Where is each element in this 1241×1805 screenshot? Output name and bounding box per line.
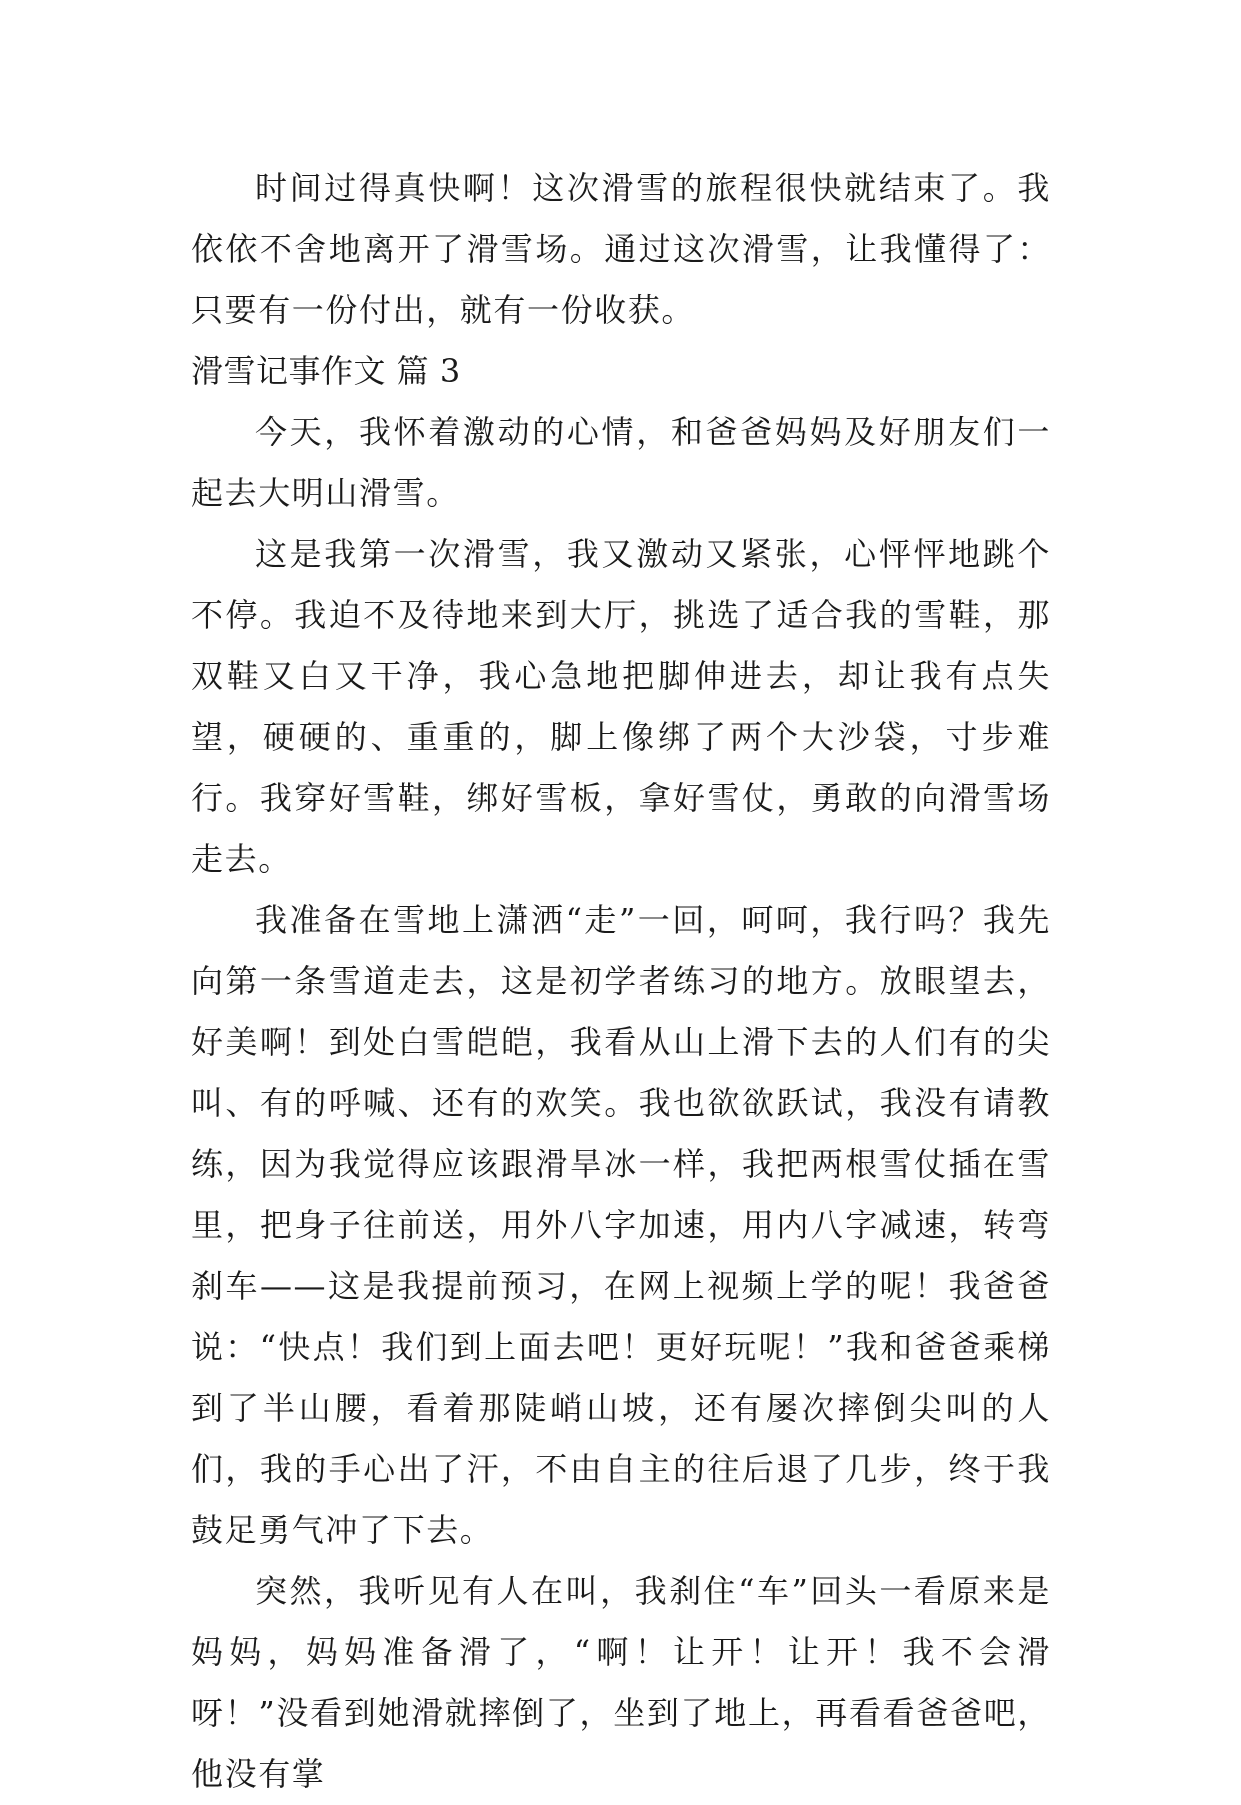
paragraph: 时间过得真快啊！这次滑雪的旅程很快就结束了。我依依不舍地离开了滑雪场。通过这次滑雪，让我懂得了：只要有一份付出，就有一份收获。: [191, 169, 1051, 329]
section-heading: 滑雪记事作文 篇 3: [191, 352, 461, 390]
paragraph: 今天，我怀着激动的心情，和爸爸妈妈及好朋友们一起去大明山滑雪。: [191, 413, 1051, 512]
paragraph: 这是我第一次滑雪，我又激动又紧张，心怦怦地跳个不停。我迫不及待地来到大厅，挑选了适合我的雪鞋，那双鞋又白又干净，我心急地把脚伸进去，却让我有点失望，硬硬的、重重的，脚上像绑了两个大沙袋，寸步难行。我穿好雪鞋，绑好雪板，拿好雪仗，勇敢的向滑雪场走去。: [191, 535, 1051, 878]
paragraph: 突然，我听见有人在叫，我刹住“车”回头一看原来是妈妈，妈妈准备滑了，“啊！让开！让开！我不会滑呀！”没看到她滑就摔倒了，坐到了地上，再看看爸爸吧，他没有掌: [191, 1572, 1051, 1793]
document-body: [191, 158, 1051, 1805]
paragraph: 我准备在雪地上潇洒“走”一回，呵呵，我行吗？我先向第一条雪道走去，这是初学者练习的地方。放眼望去，好美啊！到处白雪皑皑，我看从山上滑下去的人们有的尖叫、有的呼喊、还有的欢笑。我也欲欲跃试，我没有请教练，因为我觉得应该跟滑旱冰一样，我把两根雪仗插在雪里，把身子往前送，用外八字加速，用内八字减速，转弯刹车——这是我提前预习，在网上视频上学的呢！我爸爸说：“快点！我们到上面去吧！更好玩呢！”我和爸爸乘梯到了半山腰，看着那陡峭山坡，还有屡次摔倒尖叫的人们，我的手心出了汗，不由自主的往后退了几步，终于我鼓足勇气冲了下去。: [191, 901, 1051, 1549]
